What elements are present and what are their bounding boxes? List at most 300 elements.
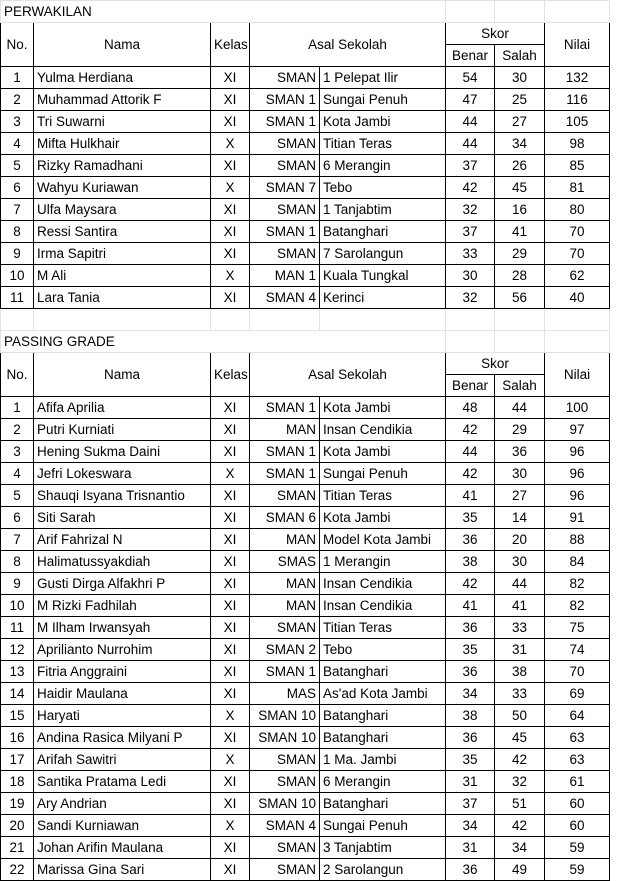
- cell-salah[interactable]: 42: [495, 749, 545, 771]
- cell-sekolah[interactable]: MAN: [250, 595, 320, 617]
- cell-nilai[interactable]: 40: [545, 287, 610, 309]
- empty-cell[interactable]: [446, 1, 495, 23]
- cell-nama[interactable]: Gusti Dirga Alfakhri P: [34, 573, 211, 595]
- cell-benar[interactable]: 30: [446, 265, 495, 287]
- cell-nama[interactable]: Lara Tania: [34, 287, 211, 309]
- empty-cell[interactable]: [211, 309, 250, 331]
- header-nilai[interactable]: Nilai: [545, 23, 610, 67]
- cell-nilai[interactable]: 82: [545, 573, 610, 595]
- empty-cell[interactable]: [1, 309, 34, 331]
- cell-salah[interactable]: 45: [495, 177, 545, 199]
- cell-no[interactable]: 3: [1, 441, 34, 463]
- empty-cell[interactable]: [495, 331, 545, 353]
- cell-kelas[interactable]: XI: [211, 67, 250, 89]
- cell-benar[interactable]: 34: [446, 683, 495, 705]
- cell-benar[interactable]: 34: [446, 815, 495, 837]
- cell-kelas[interactable]: XI: [211, 243, 250, 265]
- cell-salah[interactable]: 31: [495, 639, 545, 661]
- cell-kota[interactable]: 3 Tanjabtim: [320, 837, 446, 859]
- cell-nama[interactable]: Ary Andrian: [34, 793, 211, 815]
- cell-nilai[interactable]: 74: [545, 639, 610, 661]
- cell-kelas[interactable]: XI: [211, 683, 250, 705]
- cell-nama[interactable]: Irma Sapitri: [34, 243, 211, 265]
- cell-sekolah[interactable]: SMAN: [250, 155, 320, 177]
- header-skor[interactable]: Skor: [446, 353, 545, 375]
- cell-kota[interactable]: Sungai Penuh: [320, 815, 446, 837]
- cell-sekolah[interactable]: SMAN: [250, 243, 320, 265]
- cell-nilai[interactable]: 98: [545, 133, 610, 155]
- cell-salah[interactable]: 36: [495, 441, 545, 463]
- cell-nama[interactable]: Arif Fahrizal N: [34, 529, 211, 551]
- cell-kelas[interactable]: X: [211, 815, 250, 837]
- cell-benar[interactable]: 36: [446, 727, 495, 749]
- cell-benar[interactable]: 54: [446, 67, 495, 89]
- empty-cell[interactable]: [545, 309, 610, 331]
- cell-sekolah[interactable]: SMAN: [250, 199, 320, 221]
- cell-sekolah[interactable]: SMAN 1: [250, 661, 320, 683]
- cell-no[interactable]: 5: [1, 485, 34, 507]
- cell-benar[interactable]: 42: [446, 573, 495, 595]
- cell-benar[interactable]: 41: [446, 595, 495, 617]
- cell-sekolah[interactable]: SMAN: [250, 485, 320, 507]
- cell-sekolah[interactable]: SMAN 1: [250, 463, 320, 485]
- cell-nilai[interactable]: 60: [545, 815, 610, 837]
- cell-no[interactable]: 11: [1, 617, 34, 639]
- cell-kelas[interactable]: XI: [211, 441, 250, 463]
- cell-nilai[interactable]: 132: [545, 67, 610, 89]
- table-row: [1, 837, 610, 859]
- cell-salah[interactable]: 27: [495, 111, 545, 133]
- cell-kelas[interactable]: XI: [211, 661, 250, 683]
- cell-benar[interactable]: 35: [446, 749, 495, 771]
- cell-nama[interactable]: Johan Arifin Maulana: [34, 837, 211, 859]
- cell-nilai[interactable]: 97: [545, 419, 610, 441]
- cell-no[interactable]: 3: [1, 111, 34, 133]
- cell-no[interactable]: 20: [1, 815, 34, 837]
- cell-benar[interactable]: 37: [446, 221, 495, 243]
- header-nama[interactable]: Nama: [34, 353, 211, 397]
- cell-salah[interactable]: 30: [495, 463, 545, 485]
- cell-kota[interactable]: Kuala Tungkal: [320, 265, 446, 287]
- cell-salah[interactable]: 16: [495, 199, 545, 221]
- cell-kota[interactable]: Titian Teras: [320, 617, 446, 639]
- cell-kota[interactable]: Insan Cendikia: [320, 419, 446, 441]
- cell-nama[interactable]: Jefri Lokeswara: [34, 463, 211, 485]
- cell-sekolah[interactable]: SMAN 10: [250, 705, 320, 727]
- header-asal-sekolah[interactable]: Asal Sekolah: [250, 23, 446, 67]
- cell-no[interactable]: 16: [1, 727, 34, 749]
- cell-kota[interactable]: Batanghari: [320, 221, 446, 243]
- cell-kota[interactable]: 1 Tanjabtim: [320, 199, 446, 221]
- cell-benar[interactable]: 42: [446, 463, 495, 485]
- cell-sekolah[interactable]: SMAN 10: [250, 727, 320, 749]
- cell-nama[interactable]: M Ilham Irwansyah: [34, 617, 211, 639]
- cell-nama[interactable]: Halimatussyakdiah: [34, 551, 211, 573]
- cell-sekolah[interactable]: SMAN 1: [250, 397, 320, 419]
- cell-benar[interactable]: 44: [446, 133, 495, 155]
- cell-nama[interactable]: Yulma Herdiana: [34, 67, 211, 89]
- cell-no[interactable]: 15: [1, 705, 34, 727]
- cell-salah[interactable]: 29: [495, 243, 545, 265]
- cell-no[interactable]: 7: [1, 199, 34, 221]
- table-row: [1, 199, 610, 221]
- cell-salah[interactable]: 50: [495, 705, 545, 727]
- cell-kelas[interactable]: XI: [211, 793, 250, 815]
- cell-nilai[interactable]: 60: [545, 793, 610, 815]
- cell-no[interactable]: 1: [1, 397, 34, 419]
- cell-kelas[interactable]: XI: [211, 419, 250, 441]
- cell-no[interactable]: 17: [1, 749, 34, 771]
- cell-nilai[interactable]: 62: [545, 265, 610, 287]
- cell-kota[interactable]: Titian Teras: [320, 133, 446, 155]
- cell-benar[interactable]: 42: [446, 419, 495, 441]
- cell-nilai[interactable]: 105: [545, 111, 610, 133]
- cell-kota[interactable]: Tebo: [320, 639, 446, 661]
- cell-nama[interactable]: Hening Sukma Daini: [34, 441, 211, 463]
- cell-kota[interactable]: Kota Jambi: [320, 397, 446, 419]
- cell-no[interactable]: 2: [1, 419, 34, 441]
- cell-benar[interactable]: 37: [446, 793, 495, 815]
- cell-nilai[interactable]: 80: [545, 199, 610, 221]
- section-title-row: [1, 331, 610, 353]
- cell-benar[interactable]: 44: [446, 441, 495, 463]
- cell-sekolah[interactable]: MAN: [250, 573, 320, 595]
- cell-sekolah[interactable]: SMAN 4: [250, 287, 320, 309]
- cell-nilai[interactable]: 64: [545, 705, 610, 727]
- cell-sekolah[interactable]: SMAN 10: [250, 793, 320, 815]
- cell-no[interactable]: 6: [1, 507, 34, 529]
- cell-kota[interactable]: 1 Pelepat Ilir: [320, 67, 446, 89]
- cell-kota[interactable]: 7 Sarolangun: [320, 243, 446, 265]
- cell-sekolah[interactable]: SMAN 1: [250, 111, 320, 133]
- header-salah[interactable]: Salah: [495, 45, 545, 67]
- cell-salah[interactable]: 34: [495, 133, 545, 155]
- cell-nama[interactable]: M Rizki Fadhilah: [34, 595, 211, 617]
- cell-benar[interactable]: 36: [446, 617, 495, 639]
- header-no[interactable]: No.: [1, 353, 34, 397]
- cell-kota[interactable]: As'ad Kota Jambi: [320, 683, 446, 705]
- cell-salah[interactable]: 38: [495, 661, 545, 683]
- cell-kelas[interactable]: XI: [211, 727, 250, 749]
- empty-cell[interactable]: [250, 309, 320, 331]
- cell-nilai[interactable]: 85: [545, 155, 610, 177]
- cell-benar[interactable]: 41: [446, 485, 495, 507]
- header-nama[interactable]: Nama: [34, 23, 211, 67]
- cell-salah[interactable]: 20: [495, 529, 545, 551]
- cell-nama[interactable]: Siti Sarah: [34, 507, 211, 529]
- header-salah[interactable]: Salah: [495, 375, 545, 397]
- cell-salah[interactable]: 49: [495, 859, 545, 881]
- cell-kota[interactable]: Insan Cendikia: [320, 573, 446, 595]
- cell-kelas[interactable]: XI: [211, 111, 250, 133]
- cell-kota[interactable]: Batanghari: [320, 727, 446, 749]
- cell-nilai[interactable]: 116: [545, 89, 610, 111]
- cell-no[interactable]: 10: [1, 595, 34, 617]
- empty-cell[interactable]: [320, 309, 446, 331]
- cell-sekolah[interactable]: SMAN 1: [250, 221, 320, 243]
- cell-benar[interactable]: 36: [446, 529, 495, 551]
- cell-sekolah[interactable]: SMAN 1: [250, 89, 320, 111]
- cell-kelas[interactable]: X: [211, 265, 250, 287]
- cell-no[interactable]: 5: [1, 155, 34, 177]
- cell-no[interactable]: 13: [1, 661, 34, 683]
- cell-kelas[interactable]: XI: [211, 397, 250, 419]
- header-asal-sekolah[interactable]: Asal Sekolah: [250, 353, 446, 397]
- cell-kelas[interactable]: XI: [211, 837, 250, 859]
- cell-nama[interactable]: Arifah Sawitri: [34, 749, 211, 771]
- cell-salah[interactable]: 44: [495, 573, 545, 595]
- cell-kota[interactable]: 6 Merangin: [320, 771, 446, 793]
- header-nilai[interactable]: Nilai: [545, 353, 610, 397]
- cell-nama[interactable]: Fitria Anggraini: [34, 661, 211, 683]
- cell-benar[interactable]: 38: [446, 551, 495, 573]
- cell-nilai[interactable]: 91: [545, 507, 610, 529]
- cell-kelas[interactable]: XI: [211, 199, 250, 221]
- header-no[interactable]: No.: [1, 23, 34, 67]
- cell-nama[interactable]: Ressi Santira: [34, 221, 211, 243]
- cell-nama[interactable]: Tri Suwarni: [34, 111, 211, 133]
- cell-sekolah[interactable]: SMAN 4: [250, 815, 320, 837]
- cell-salah[interactable]: 30: [495, 551, 545, 573]
- cell-no[interactable]: 4: [1, 463, 34, 485]
- cell-nilai[interactable]: 63: [545, 727, 610, 749]
- cell-kota[interactable]: Titian Teras: [320, 485, 446, 507]
- cell-sekolah[interactable]: SMAN 1: [250, 441, 320, 463]
- empty-cell[interactable]: [545, 1, 610, 23]
- cell-nama[interactable]: Mifta Hulkhair: [34, 133, 211, 155]
- cell-kota[interactable]: Insan Cendikia: [320, 595, 446, 617]
- cell-kelas[interactable]: XI: [211, 507, 250, 529]
- cell-nilai[interactable]: 70: [545, 221, 610, 243]
- cell-benar[interactable]: 32: [446, 287, 495, 309]
- cell-salah[interactable]: 29: [495, 419, 545, 441]
- cell-nama[interactable]: Wahyu Kuriawan: [34, 177, 211, 199]
- cell-kota[interactable]: Batanghari: [320, 705, 446, 727]
- cell-kelas[interactable]: XI: [211, 573, 250, 595]
- cell-kota[interactable]: 2 Sarolangun: [320, 859, 446, 881]
- cell-sekolah[interactable]: SMAN: [250, 749, 320, 771]
- cell-sekolah[interactable]: SMAS: [250, 551, 320, 573]
- cell-no[interactable]: 9: [1, 573, 34, 595]
- section-title[interactable]: PASSING GRADE: [1, 331, 446, 353]
- cell-no[interactable]: 11: [1, 287, 34, 309]
- cell-sekolah[interactable]: SMAN: [250, 771, 320, 793]
- cell-kelas[interactable]: X: [211, 705, 250, 727]
- cell-no[interactable]: 6: [1, 177, 34, 199]
- cell-kelas[interactable]: XI: [211, 155, 250, 177]
- cell-no[interactable]: 8: [1, 221, 34, 243]
- cell-nilai[interactable]: 96: [545, 441, 610, 463]
- cell-salah[interactable]: 44: [495, 397, 545, 419]
- cell-kota[interactable]: Batanghari: [320, 793, 446, 815]
- cell-sekolah[interactable]: MAN: [250, 529, 320, 551]
- cell-sekolah[interactable]: SMAN: [250, 133, 320, 155]
- cell-nama[interactable]: Andina Rasica Milyani P: [34, 727, 211, 749]
- cell-kelas[interactable]: XI: [211, 639, 250, 661]
- cell-kelas[interactable]: XI: [211, 551, 250, 573]
- cell-nilai[interactable]: 70: [545, 661, 610, 683]
- cell-kota[interactable]: 1 Merangin: [320, 551, 446, 573]
- empty-cell[interactable]: [34, 309, 211, 331]
- cell-salah[interactable]: 51: [495, 793, 545, 815]
- cell-nilai[interactable]: 82: [545, 595, 610, 617]
- cell-salah[interactable]: 33: [495, 683, 545, 705]
- cell-benar[interactable]: 36: [446, 661, 495, 683]
- cell-salah[interactable]: 26: [495, 155, 545, 177]
- cell-sekolah[interactable]: SMAN: [250, 837, 320, 859]
- cell-nilai[interactable]: 70: [545, 243, 610, 265]
- cell-nama[interactable]: Rizky Ramadhani: [34, 155, 211, 177]
- header-kelas[interactable]: Kelas: [211, 23, 250, 67]
- cell-benar[interactable]: 44: [446, 111, 495, 133]
- cell-salah[interactable]: 45: [495, 727, 545, 749]
- cell-kelas[interactable]: X: [211, 177, 250, 199]
- empty-cell[interactable]: [446, 309, 495, 331]
- cell-salah[interactable]: 27: [495, 485, 545, 507]
- cell-salah[interactable]: 56: [495, 287, 545, 309]
- header-benar[interactable]: Benar: [446, 45, 495, 67]
- cell-benar[interactable]: 47: [446, 89, 495, 111]
- cell-salah[interactable]: 30: [495, 67, 545, 89]
- cell-no[interactable]: 8: [1, 551, 34, 573]
- cell-nilai[interactable]: 75: [545, 617, 610, 639]
- cell-nilai[interactable]: 59: [545, 859, 610, 881]
- cell-no[interactable]: 19: [1, 793, 34, 815]
- cell-salah[interactable]: 14: [495, 507, 545, 529]
- cell-kota[interactable]: 6 Merangin: [320, 155, 446, 177]
- cell-no[interactable]: 12: [1, 639, 34, 661]
- cell-kelas[interactable]: XI: [211, 771, 250, 793]
- cell-nama[interactable]: Haidir Maulana: [34, 683, 211, 705]
- cell-kota[interactable]: Sungai Penuh: [320, 463, 446, 485]
- cell-no[interactable]: 2: [1, 89, 34, 111]
- cell-salah[interactable]: 25: [495, 89, 545, 111]
- cell-nilai[interactable]: 63: [545, 749, 610, 771]
- cell-nilai[interactable]: 81: [545, 177, 610, 199]
- cell-salah[interactable]: 32: [495, 771, 545, 793]
- cell-salah[interactable]: 42: [495, 815, 545, 837]
- empty-cell[interactable]: [446, 331, 495, 353]
- cell-nama[interactable]: Aprilianto Nurrohim: [34, 639, 211, 661]
- cell-nilai[interactable]: 88: [545, 529, 610, 551]
- cell-nama[interactable]: Santika Pratama Ledi: [34, 771, 211, 793]
- cell-benar[interactable]: 42: [446, 177, 495, 199]
- cell-nilai[interactable]: 100: [545, 397, 610, 419]
- empty-cell[interactable]: [495, 309, 545, 331]
- cell-sekolah[interactable]: SMAN: [250, 67, 320, 89]
- header-benar[interactable]: Benar: [446, 375, 495, 397]
- cell-sekolah[interactable]: SMAN 2: [250, 639, 320, 661]
- header-kelas[interactable]: Kelas: [211, 353, 250, 397]
- cell-nama[interactable]: Muhammad Attorik F: [34, 89, 211, 111]
- cell-nilai[interactable]: 96: [545, 485, 610, 507]
- cell-benar[interactable]: 33: [446, 243, 495, 265]
- cell-no[interactable]: 21: [1, 837, 34, 859]
- cell-kota[interactable]: Kota Jambi: [320, 111, 446, 133]
- cell-nama[interactable]: M Ali: [34, 265, 211, 287]
- cell-sekolah[interactable]: SMAN: [250, 859, 320, 881]
- cell-kelas[interactable]: XI: [211, 595, 250, 617]
- cell-benar[interactable]: 38: [446, 705, 495, 727]
- cell-no[interactable]: 10: [1, 265, 34, 287]
- cell-benar[interactable]: 32: [446, 199, 495, 221]
- cell-no[interactable]: 18: [1, 771, 34, 793]
- cell-nama[interactable]: Ulfa Maysara: [34, 199, 211, 221]
- cell-sekolah[interactable]: SMAN: [250, 617, 320, 639]
- cell-no[interactable]: 4: [1, 133, 34, 155]
- cell-nilai[interactable]: 69: [545, 683, 610, 705]
- cell-benar[interactable]: 36: [446, 859, 495, 881]
- cell-kota[interactable]: Sungai Penuh: [320, 89, 446, 111]
- cell-kelas[interactable]: XI: [211, 287, 250, 309]
- header-row: [1, 23, 610, 45]
- cell-sekolah[interactable]: MAN: [250, 419, 320, 441]
- cell-nama[interactable]: Marissa Gina Sari: [34, 859, 211, 881]
- cell-nilai[interactable]: 61: [545, 771, 610, 793]
- cell-sekolah[interactable]: MAS: [250, 683, 320, 705]
- cell-kelas[interactable]: XI: [211, 617, 250, 639]
- cell-kota[interactable]: Kota Jambi: [320, 441, 446, 463]
- cell-benar[interactable]: 35: [446, 639, 495, 661]
- cell-nilai[interactable]: 59: [545, 837, 610, 859]
- cell-nilai[interactable]: 96: [545, 463, 610, 485]
- cell-benar[interactable]: 37: [446, 155, 495, 177]
- cell-nilai[interactable]: 84: [545, 551, 610, 573]
- cell-kelas[interactable]: XI: [211, 529, 250, 551]
- cell-benar[interactable]: 48: [446, 397, 495, 419]
- cell-sekolah[interactable]: SMAN 7: [250, 177, 320, 199]
- cell-kota[interactable]: Tebo: [320, 177, 446, 199]
- cell-kelas[interactable]: XI: [211, 485, 250, 507]
- cell-kelas[interactable]: X: [211, 463, 250, 485]
- cell-kota[interactable]: Batanghari: [320, 661, 446, 683]
- cell-no[interactable]: 14: [1, 683, 34, 705]
- cell-kota[interactable]: 1 Ma. Jambi: [320, 749, 446, 771]
- cell-sekolah[interactable]: MAN 1: [250, 265, 320, 287]
- cell-kelas[interactable]: X: [211, 749, 250, 771]
- empty-cell[interactable]: [495, 1, 545, 23]
- cell-no[interactable]: 7: [1, 529, 34, 551]
- cell-no[interactable]: 22: [1, 859, 34, 881]
- cell-benar[interactable]: 35: [446, 507, 495, 529]
- cell-salah[interactable]: 33: [495, 617, 545, 639]
- cell-salah[interactable]: 41: [495, 595, 545, 617]
- cell-sekolah[interactable]: SMAN 6: [250, 507, 320, 529]
- cell-kota[interactable]: Model Kota Jambi: [320, 529, 446, 551]
- cell-kota[interactable]: Kota Jambi: [320, 507, 446, 529]
- cell-kelas[interactable]: XI: [211, 89, 250, 111]
- cell-no[interactable]: 1: [1, 67, 34, 89]
- cell-salah[interactable]: 34: [495, 837, 545, 859]
- cell-benar[interactable]: 31: [446, 837, 495, 859]
- cell-nama[interactable]: Putri Kurniati: [34, 419, 211, 441]
- cell-nama[interactable]: Shauqi Isyana Trisnantio: [34, 485, 211, 507]
- header-skor[interactable]: Skor: [446, 23, 545, 45]
- cell-kelas[interactable]: XI: [211, 859, 250, 881]
- cell-no[interactable]: 9: [1, 243, 34, 265]
- cell-salah[interactable]: 41: [495, 221, 545, 243]
- cell-salah[interactable]: 28: [495, 265, 545, 287]
- cell-nama[interactable]: Haryati: [34, 705, 211, 727]
- cell-benar[interactable]: 31: [446, 771, 495, 793]
- cell-kota[interactable]: Kerinci: [320, 287, 446, 309]
- cell-kelas[interactable]: X: [211, 133, 250, 155]
- cell-nama[interactable]: Sandi Kurniawan: [34, 815, 211, 837]
- empty-cell[interactable]: [545, 331, 610, 353]
- cell-nama[interactable]: Afifa Aprilia: [34, 397, 211, 419]
- cell-kelas[interactable]: XI: [211, 221, 250, 243]
- section-title[interactable]: PERWAKILAN: [1, 1, 446, 23]
